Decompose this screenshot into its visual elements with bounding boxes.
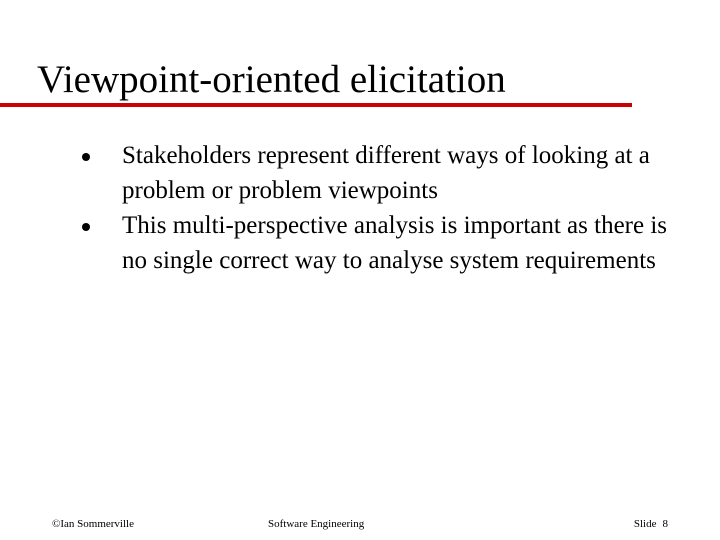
slide-label: Slide	[633, 518, 657, 530]
slide-title: Viewpoint-oriented elicitation	[37, 58, 506, 101]
footer-author: ©Ian Sommerville	[52, 518, 134, 530]
bullet-text: Stakeholders represent different ways of looking at a problem or problem viewpoints	[122, 142, 650, 204]
slide-number: 8	[662, 518, 668, 530]
bullet-item	[0, 208, 682, 278]
bullet-item	[0, 138, 682, 208]
footer-course: Software Engineering	[268, 518, 365, 530]
footer-slide-number	[634, 517, 668, 531]
bullet-dot-icon	[82, 153, 90, 161]
bullet-list	[0, 138, 720, 278]
bullet-text: This multi-perspective analysis is important as there is no single correct way to analyse system requirements	[122, 212, 668, 274]
bullet-dot-icon	[82, 223, 90, 231]
title-underline	[0, 103, 632, 107]
